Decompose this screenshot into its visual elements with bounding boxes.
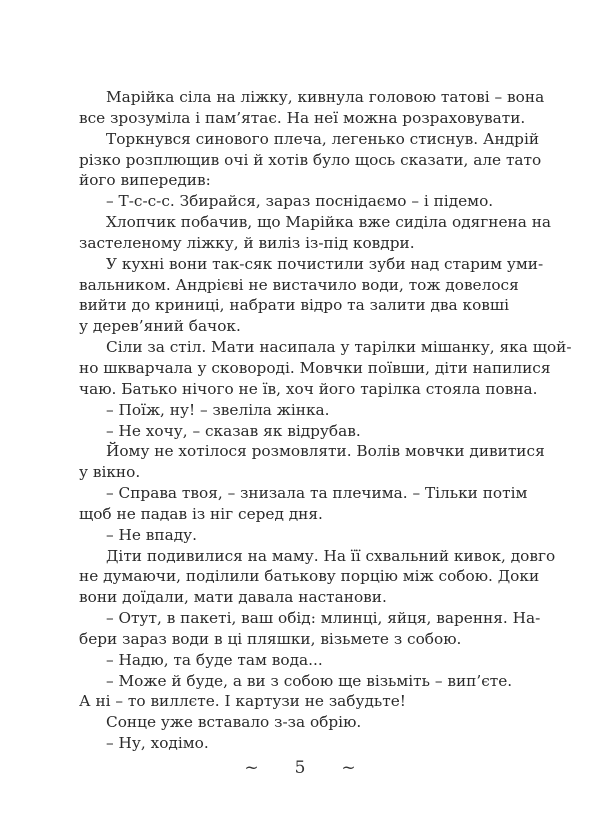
ornament-right: ~ bbox=[341, 758, 356, 778]
text-line: чаю. Батько нічого не їв, хоч його тарілка стояла повна. bbox=[79, 379, 538, 398]
paragraph bbox=[79, 546, 556, 609]
text-line: – Поїж, ну! – звеліла жінка. bbox=[106, 400, 330, 419]
paragraph bbox=[79, 483, 528, 525]
paragraph bbox=[79, 191, 503, 212]
text-line: застеленому ліжку, й виліз із-під ковдри. bbox=[79, 233, 415, 252]
paragraph bbox=[79, 400, 503, 421]
text-line: бери зараз води в ці пляшки, візьмете з собою. bbox=[79, 629, 462, 648]
text-line: – Надю, та буде там вода... bbox=[106, 650, 323, 669]
text-line: Діти подивилися на маму. На її схвальний кивок, довго bbox=[106, 546, 556, 565]
paragraph bbox=[79, 441, 545, 483]
text-line: А ні – то виллєте. І картузи не забудьте! bbox=[79, 692, 406, 711]
paragraph bbox=[79, 129, 542, 192]
paragraph bbox=[79, 608, 541, 650]
paragraph bbox=[79, 525, 503, 546]
paragraph bbox=[79, 87, 545, 129]
text-line: Марійка сіла на ліжку, кивнула головою татові – вона bbox=[106, 88, 545, 106]
text-line: – Може й буде, а ви з собою ще візьміть – вип’єте. bbox=[106, 671, 513, 690]
text-line: – Ну, ходімо. bbox=[106, 734, 209, 753]
text-line: все зрозуміла і пам’ятає. На неї можна розраховувати. bbox=[79, 108, 526, 127]
text-line: но шкварчала у сковороді. Мовчки поївши, діти напилися bbox=[79, 358, 551, 377]
ornament-left: ~ bbox=[244, 758, 259, 778]
paragraph bbox=[79, 712, 503, 733]
text-line: Йому не хотілося розмовляти. Волів мовчки дивитися bbox=[106, 442, 545, 461]
paragraph bbox=[79, 733, 503, 754]
text-line: Сіли за стіл. Мати насипала у тарілки мішанку, яка щой- bbox=[106, 338, 572, 357]
text-line: не думаючи, поділили батькову порцію між собою. Доки bbox=[79, 567, 540, 586]
text-line: – Не впаду. bbox=[106, 525, 197, 544]
paragraph bbox=[79, 254, 544, 337]
text-line: – Т-с-с-с. Збирайся, зараз поснідаємо – і підемо. bbox=[106, 192, 494, 211]
paragraph bbox=[79, 421, 503, 442]
text-line: Торкнувся синового плеча, легенько стиснув. Андрій bbox=[106, 129, 540, 148]
text-line: Сонце уже вставало з-за обрію. bbox=[106, 713, 362, 732]
paragraph bbox=[79, 212, 552, 254]
paragraph bbox=[79, 337, 572, 400]
text-line: вони доїдали, мати давала настанови. bbox=[79, 588, 387, 607]
paragraph bbox=[79, 650, 503, 671]
page-number: 5 bbox=[294, 758, 306, 778]
text-line: – Справа твоя, – знизала та плечима. – Тільки потім bbox=[106, 484, 528, 503]
paragraph bbox=[79, 671, 513, 713]
page-number-footer bbox=[0, 758, 600, 778]
text-line: вальником. Андрієві не вистачило води, тож довелося bbox=[79, 275, 519, 294]
text-line: У кухні вони так-сяк почистили зуби над старим уми- bbox=[106, 254, 544, 273]
text-line: – Отут, в пакеті, ваш обід: млинці, яйця, варення. На- bbox=[106, 609, 541, 628]
text-line: різко розплющив очі й хотів було щось сказати, але тато bbox=[79, 150, 542, 169]
text-line: у дерев’яний бачок. bbox=[79, 317, 241, 336]
text-line: у вікно. bbox=[79, 463, 141, 482]
text-line: – Не хочу, – сказав як відрубав. bbox=[106, 421, 361, 440]
text-line: вийти до криниці, набрати відро та залити два ковші bbox=[79, 296, 510, 315]
page-body-text bbox=[79, 87, 572, 754]
text-line: щоб не падав із ніг серед дня. bbox=[79, 504, 323, 523]
text-line: Хлопчик побачив, що Марійка вже сиділа одягнена на bbox=[106, 213, 552, 232]
text-line: його випередив: bbox=[79, 171, 211, 190]
